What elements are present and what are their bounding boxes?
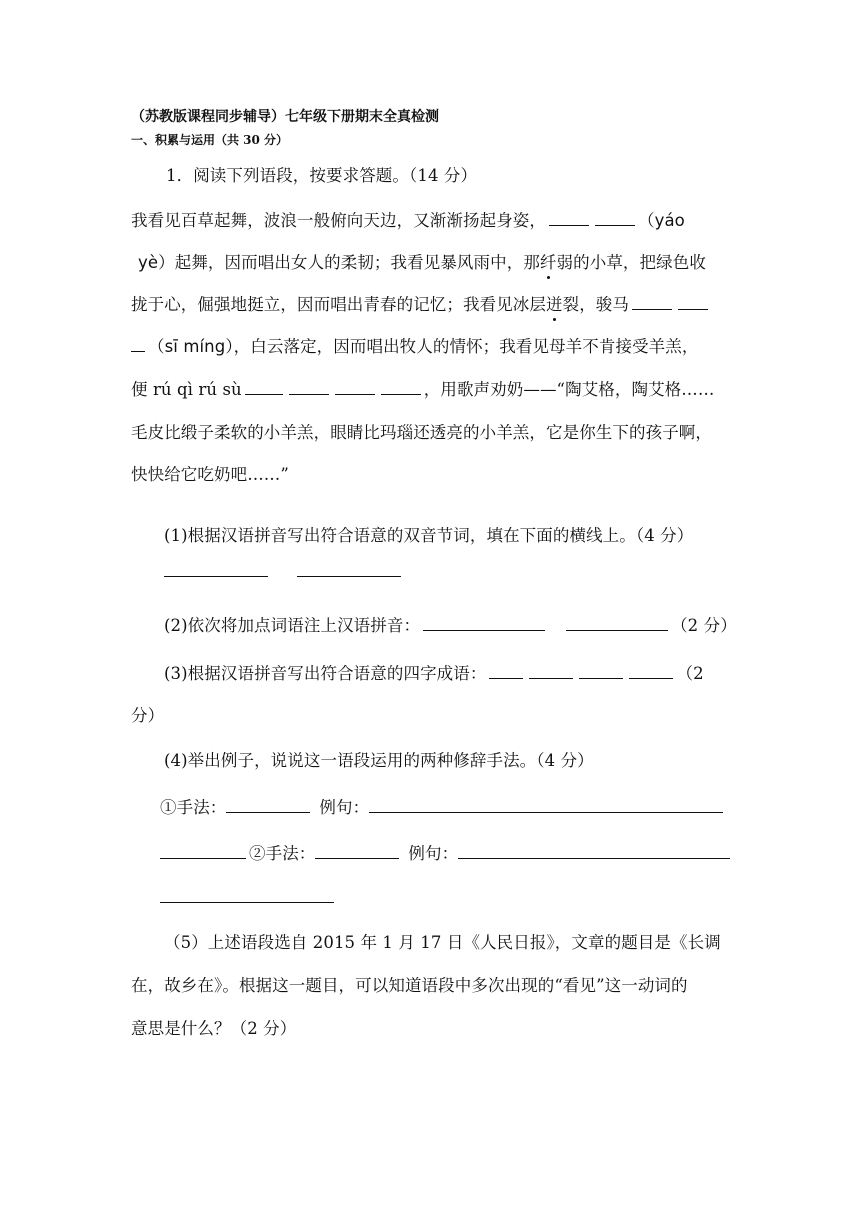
pinyin-hint: （yáo	[638, 211, 685, 230]
answer-blank[interactable]	[289, 393, 329, 395]
sub-question-5-line-1: （5）上述语段选自 2015 年 1 月 17 日《人民日报》，文章的题目是《长调	[164, 933, 721, 952]
answer-blank[interactable]	[678, 308, 708, 310]
dotted-character: 纤	[539, 253, 557, 272]
sub-question-1-answers	[164, 562, 404, 581]
sub-question-2	[164, 612, 737, 636]
sub-question-1: (1)根据汉语拼音写出符合语意的双音节词，填在下面的横线上。（4 分）	[164, 526, 694, 545]
passage-line-2	[138, 249, 706, 273]
answer-blank[interactable]	[629, 677, 673, 679]
device-label: ②手法：	[249, 844, 316, 863]
example-label: 例句：	[408, 844, 459, 863]
passage-text: 拢于心，倔强地挺立，因而唱出青春的记忆；我看见冰层	[131, 295, 546, 314]
sub-question-5-line-2: 在，故乡在》。根据这一题目，可以知道语段中多次出现的“看见”这一动词的	[131, 976, 688, 995]
answer-blank[interactable]	[226, 811, 310, 813]
answer-blank[interactable]	[164, 575, 268, 577]
answer-blank[interactable]	[632, 308, 672, 310]
pinyin-hint: （sī míng）	[148, 337, 234, 356]
passage-text: 弱的小草，把绿色收	[556, 253, 706, 272]
sub-question-3-continued: 分）	[131, 706, 165, 725]
question-text: (3)根据汉语拼音写出符合语意的四字成语：	[164, 664, 487, 683]
answer-blank[interactable]	[131, 350, 145, 352]
passage-line-5	[131, 376, 715, 400]
passage-text: ，白云落定，因而唱出牧人的情怀；我看见母羊不肯接受羊羔，	[233, 337, 699, 356]
answer-blank[interactable]	[335, 393, 375, 395]
sub-question-4-line-1	[160, 794, 726, 818]
sub-question-5-line-3: 意思是什么？（2 分）	[131, 1019, 297, 1038]
question-score: （2 分）	[671, 616, 737, 635]
answer-blank[interactable]	[423, 629, 545, 631]
answer-blank[interactable]	[381, 393, 421, 395]
passage-text: 起舞，因而唱出女人的柔韧；我看见暴风雨中，那	[174, 253, 540, 272]
answer-blank[interactable]	[458, 857, 730, 859]
answer-blank[interactable]	[160, 857, 246, 859]
passage-line-1	[131, 207, 685, 231]
passage-text: ，用歌声劝奶——“陶艾格，陶艾格……	[423, 380, 715, 399]
device-label: ①手法：	[160, 798, 227, 817]
answer-blank[interactable]	[595, 224, 635, 226]
answer-blank[interactable]	[297, 575, 401, 577]
answer-blank[interactable]	[529, 677, 573, 679]
answer-blank[interactable]	[566, 629, 668, 631]
passage-line-6: 毛皮比缎子柔软的小羊羔，眼睛比玛瑙还透亮的小羊羔，它是你生下的孩子啊，	[131, 423, 712, 442]
question-text: (2)依次将加点词语注上汉语拼音：	[164, 616, 421, 635]
passage-line-7: 快快给它吃奶吧……”	[131, 465, 289, 484]
answer-blank[interactable]	[579, 677, 623, 679]
sub-question-4-line-3	[160, 888, 337, 907]
passage-line-4	[131, 333, 698, 357]
example-label: 例句：	[319, 798, 370, 817]
answer-blank[interactable]	[315, 857, 399, 859]
sub-question-3	[164, 660, 704, 684]
answer-blank[interactable]	[245, 393, 283, 395]
sub-question-4: (4)举出例子，说说这一语段运用的两种修辞手法。（4 分）	[164, 751, 594, 770]
document-title: （苏教版课程同步辅导）七年级下册期末全真检测	[131, 109, 439, 125]
answer-blank[interactable]	[160, 901, 334, 903]
question-score: （2	[676, 664, 704, 683]
passage-text: 裂，骏马	[562, 295, 630, 314]
answer-blank[interactable]	[369, 811, 723, 813]
pinyin-hint: 便 rú qì rú sù	[131, 380, 242, 399]
passage-line-3	[131, 291, 711, 315]
answer-blank[interactable]	[489, 677, 523, 679]
passage-text: 我看见百草起舞，波浪一般俯向天边，又渐渐扬起身姿，	[131, 211, 546, 230]
section-heading: 一、积累与运用（共 30 分）	[131, 133, 289, 147]
pinyin-hint: yè）	[138, 253, 175, 272]
dotted-character: 迸	[546, 295, 563, 314]
answer-blank[interactable]	[549, 224, 589, 226]
question-1-heading: 1．阅读下列语段，按要求答题。（14 分）	[166, 166, 478, 185]
sub-question-4-line-2	[160, 840, 733, 864]
